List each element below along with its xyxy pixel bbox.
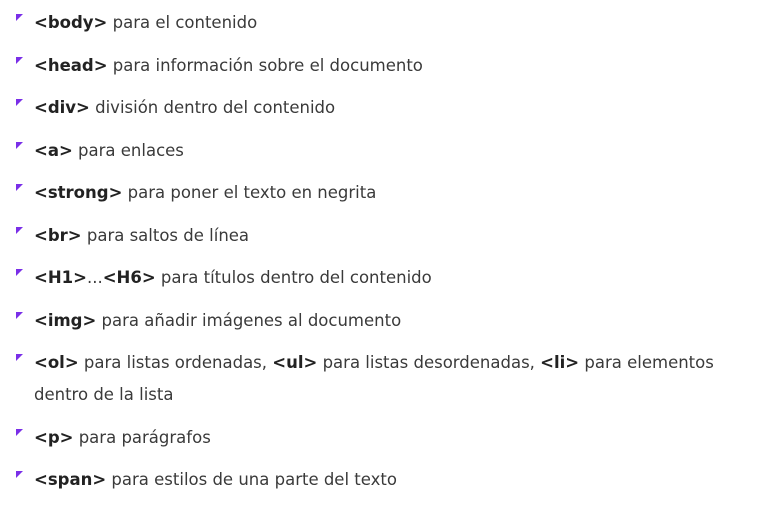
tag-name: <H1>	[34, 268, 87, 287]
tag-name: <head>	[34, 56, 108, 75]
triangle-bullet-icon	[16, 471, 23, 478]
tag-name: <span>	[34, 470, 107, 489]
triangle-bullet-icon	[16, 142, 23, 149]
tag-description: para información sobre el documento	[107, 56, 423, 75]
triangle-bullet-icon	[16, 354, 23, 361]
tag-name: <p>	[34, 428, 74, 447]
triangle-bullet-icon	[16, 99, 23, 106]
triangle-bullet-icon	[16, 269, 23, 276]
tag-name: <H6>	[102, 268, 156, 287]
tag-description: división dentro del contenido	[89, 98, 336, 117]
tag-name: <body>	[34, 13, 108, 32]
triangle-bullet-icon	[16, 14, 23, 21]
tag-description: para parágrafos	[73, 428, 211, 447]
tag-name: <img>	[34, 311, 97, 330]
triangle-bullet-icon	[16, 312, 23, 319]
tag-name: <div>	[34, 98, 90, 117]
tag-description: para saltos de línea	[81, 226, 250, 245]
tag-description: para estilos de una parte del texto	[106, 470, 397, 489]
tag-description: para añadir imágenes al documento	[96, 311, 402, 330]
tag-description: para el contenido	[107, 13, 258, 32]
tag-description: para listas ordenadas,	[78, 353, 273, 372]
tag-description: para enlaces	[72, 141, 184, 160]
tag-name: <strong>	[34, 183, 123, 202]
triangle-bullet-icon	[16, 184, 23, 191]
triangle-bullet-icon	[16, 227, 23, 234]
triangle-bullet-icon	[16, 429, 23, 436]
tag-name: <a>	[34, 141, 73, 160]
tag-range-separator: ...	[86, 268, 103, 287]
tag-description: para títulos dentro del contenido	[155, 268, 432, 287]
tag-description-continuation: dentro de la lista	[34, 385, 174, 404]
tag-description: para listas desordenadas,	[317, 353, 541, 372]
tag-name: <br>	[34, 226, 82, 245]
tag-name: <ul>	[272, 353, 318, 372]
triangle-bullet-icon	[16, 57, 23, 64]
tag-name: <ol>	[34, 353, 79, 372]
tag-description: para elementos	[579, 353, 714, 372]
tag-name: <li>	[540, 353, 580, 372]
tag-description: para poner el texto en negrita	[122, 183, 377, 202]
